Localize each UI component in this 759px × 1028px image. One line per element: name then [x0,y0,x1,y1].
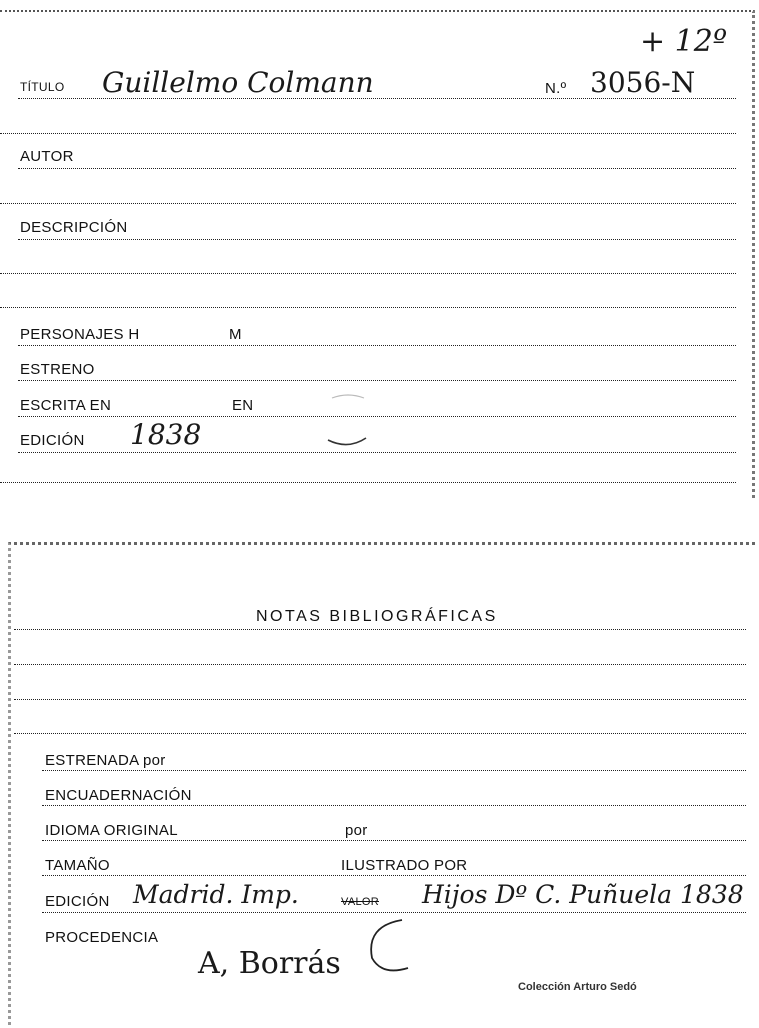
numero-value: 3056-N [590,66,696,99]
encuadernacion-label: ENCUADERNACIÓN [45,787,192,804]
descripcion-label: DESCRIPCIÓN [20,219,128,236]
estrenada-label: ESTRENADA por [45,752,166,769]
estreno-label: ESTRENO [20,361,95,378]
edicion2-label: EDICIÓN [45,893,110,910]
blank-rule-2 [0,203,736,204]
idioma-label: IDIOMA ORIGINAL [45,822,178,839]
tamano-label: TAMAÑO [45,857,110,874]
edicion2-value-1: Madrid. Imp. [133,880,299,909]
collection-footer: Colección Arturo Sedó [518,981,637,993]
procedencia-label: PROCEDENCIA [45,929,159,946]
edicion-value: 1838 [130,418,202,451]
autor-rule [18,168,736,169]
personajes-rule [18,345,736,346]
notas-rule-1 [14,629,746,630]
edicion2-value-2: Hijos Dº C. Puñuela 1838 [422,880,744,909]
notas-rule-4 [14,733,746,734]
valor-label: VALOR [341,896,379,908]
personajes-label: PERSONAJES H [20,326,140,343]
idioma-rule [42,840,746,841]
edicion-rule [18,452,736,453]
blank-rule-5 [0,482,736,483]
edicion-label: EDICIÓN [20,432,85,449]
blank-rule-4 [0,307,736,308]
estreno-rule [18,380,736,381]
descripcion-rule [18,239,736,240]
encuadernacion-rule [42,805,746,806]
corner-note: + 12º [640,24,727,59]
titulo-value: Guillelmo Colmann [102,66,374,99]
ilustrado-label: ILUSTRADO POR [341,857,468,874]
blank-rule-3 [0,273,736,274]
escrita-label: ESCRITA EN [20,397,112,414]
notas-rule-3 [14,699,746,700]
titulo-rule [18,98,736,99]
procedencia-value: A, Borrás [198,946,341,981]
notas-rule-2 [14,664,746,665]
personajes-m-label: M [229,326,242,343]
numero-label: N.º [545,80,567,97]
stamp-mark-bottom [360,912,430,982]
tamano-rule [42,875,746,876]
blank-rule-1 [0,133,736,134]
estrenada-rule [42,770,746,771]
escrita-en-label: EN [232,397,254,414]
autor-label: AUTOR [20,148,74,165]
stamp-mark-top [318,392,378,452]
notas-heading: NOTAS BIBLIOGRÁFICAS [256,608,498,625]
titulo-label: TÍTULO [20,80,65,94]
idioma-por-label: por [345,822,368,839]
